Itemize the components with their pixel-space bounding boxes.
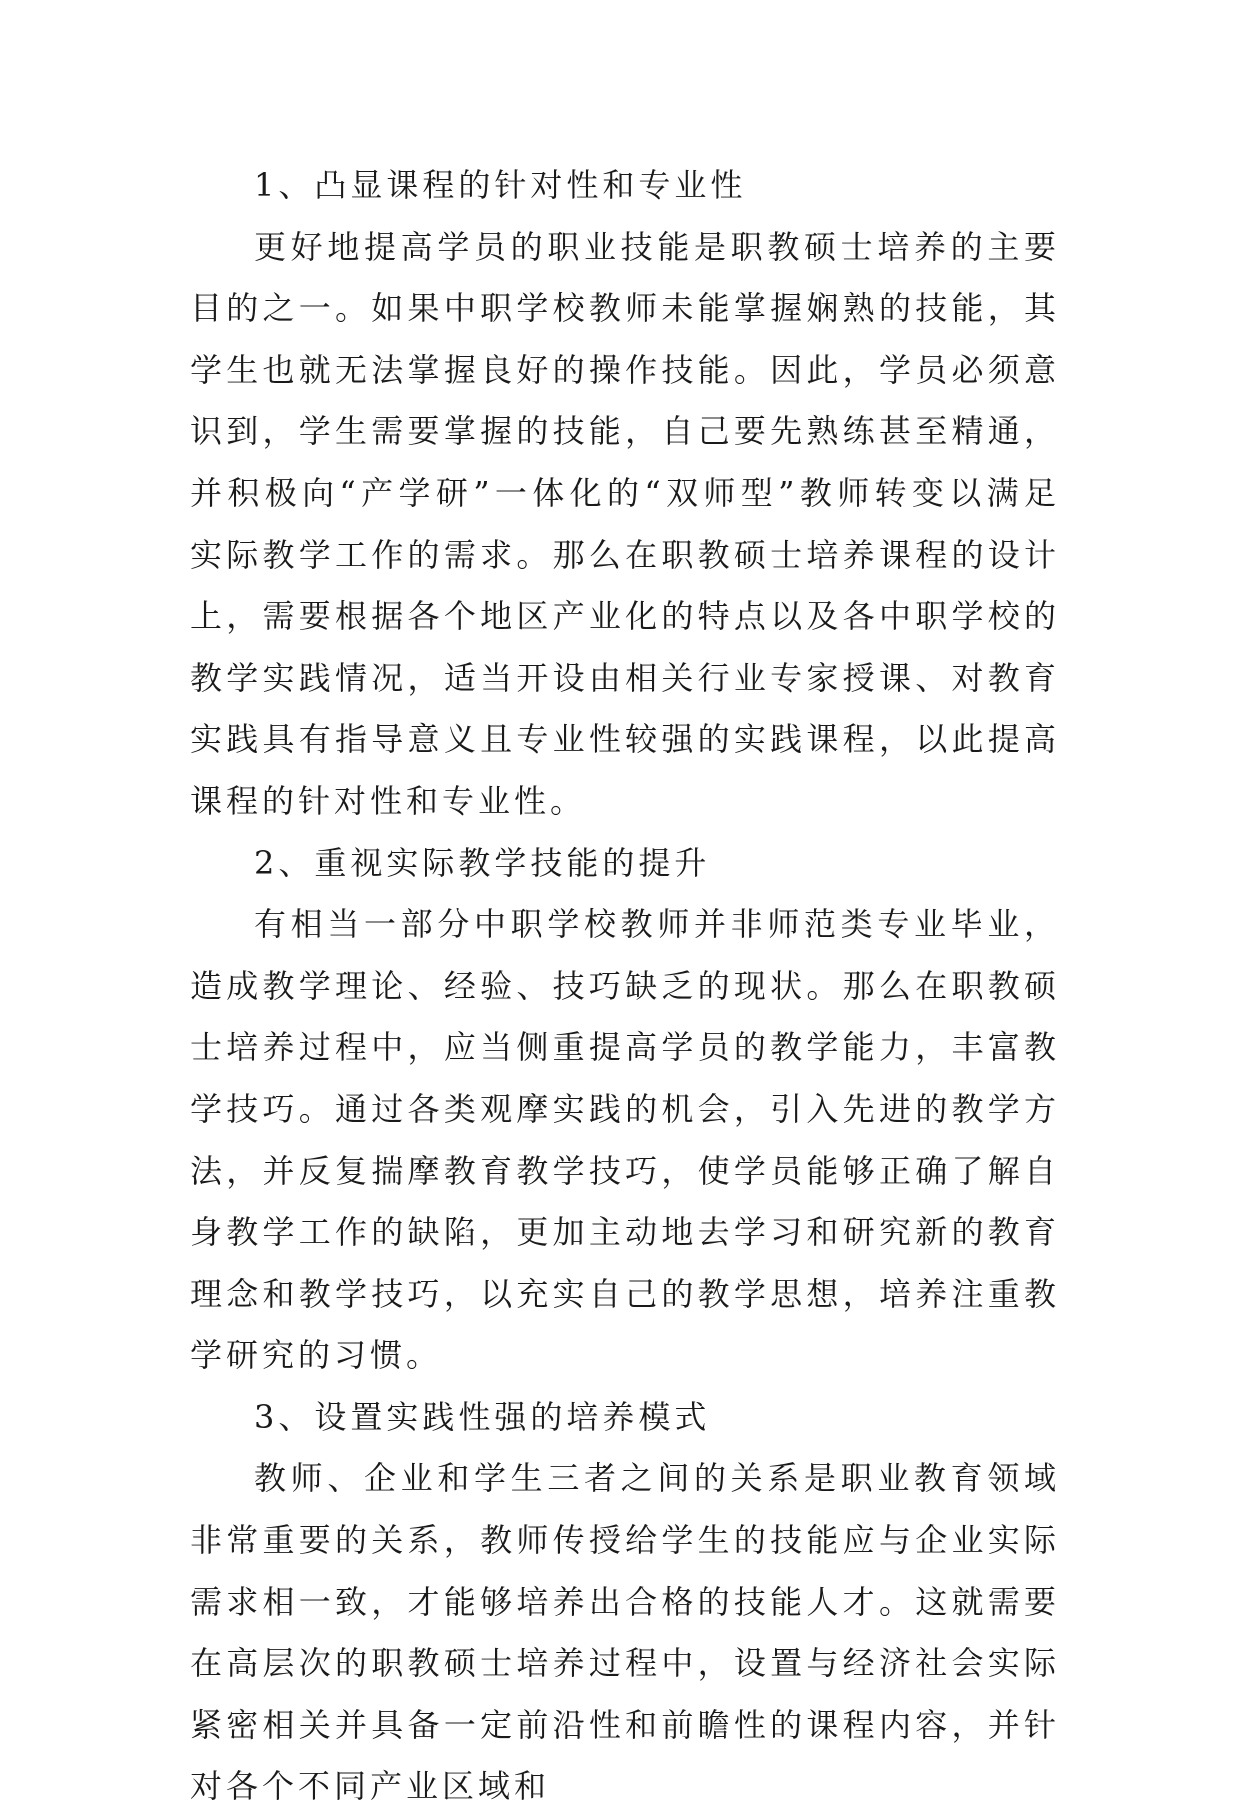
section-heading-3: 3、设置实践性强的培养模式 bbox=[254, 1397, 711, 1436]
paragraph-3: 教师、企业和学生三者之间的关系是职业教育领域非常重要的关系，教师传授给学生的技能应与企业实际需求相一致，才能够培养出合格的技能人才。这就需要在高层次的职教硕士培养过程中，设置与经济社会实际紧密相关并具备一定前沿性和前瞻性的课程内容，并针对各个不同产业区域和 bbox=[190, 1459, 1060, 1806]
document-body bbox=[190, 155, 1060, 1818]
section-heading-2: 2、重视实际教学技能的提升 bbox=[254, 843, 711, 882]
paragraph-1: 更好地提高学员的职业技能是职教硕士培养的主要目的之一。如果中职学校教师未能掌握娴熟的技能，其学生也就无法掌握良好的操作技能。因此，学员必须意识到，学生需要掌握的技能，自己要先熟练甚至精通，并积极向“产学研”一体化的“双师型”教师转变以满足实际教学工作的需求。那么在职教硕士培养课程的设计上，需要根据各个地区产业化的特点以及各中职学校的教学实践情况，适当开设由相关行业专家授课、对教育实践具有指导意义且专业性较强的实践课程，以此提高课程的针对性和专业性。 bbox=[190, 227, 1060, 820]
section-heading-1: 1、凸显课程的针对性和专业性 bbox=[254, 166, 747, 204]
paragraph-2: 有相当一部分中职学校教师并非师范类专业毕业，造成教学理论、经验、技巧缺乏的现状。那么在职教硕士培养过程中，应当侧重提高学员的教学能力，丰富教学技巧。通过各类观摩实践的机会，引入先进的教学方法，并反复揣摩教育教学技巧，使学员能够正确了解自身教学工作的缺陷，更加主动地去学习和研究新的教育理念和教学技巧，以充实自己的教学思想，培养注重教学研究的习惯。 bbox=[190, 905, 1060, 1375]
